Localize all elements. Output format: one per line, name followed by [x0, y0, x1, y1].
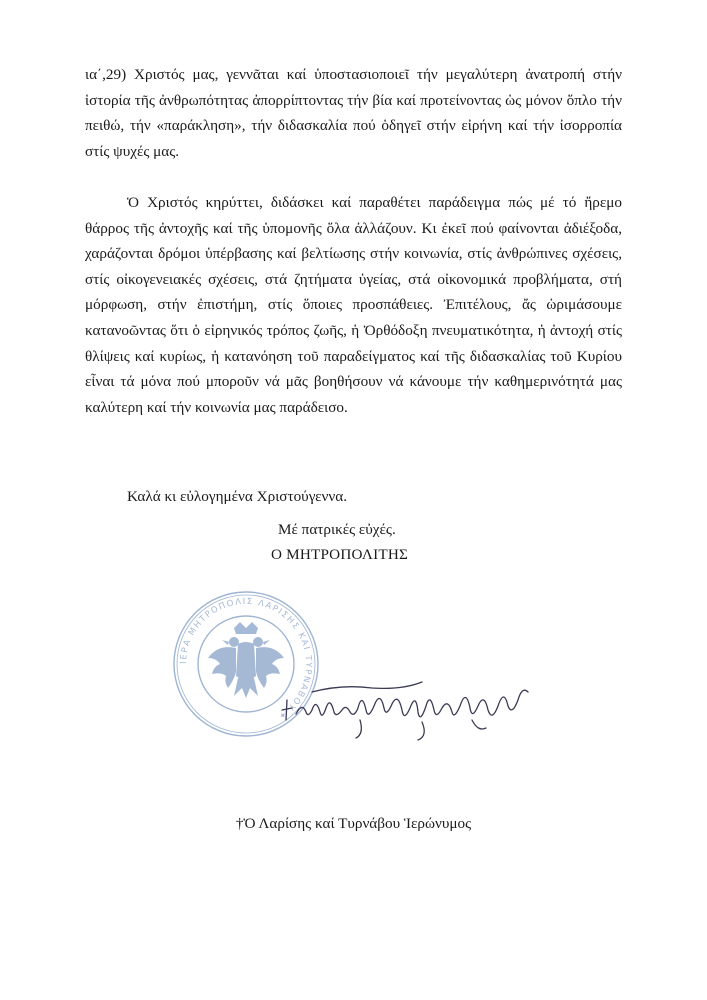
handwritten-signature-icon — [272, 662, 542, 742]
metropolitan-title: Ο ΜΗΤΡΟΠΟΛΙΤΗΣ — [271, 546, 409, 563]
paragraph-2: Ὁ Χριστός κηρύττει, διδάσκει καί παραθέτει παράδειγμα πώς μέ τό ἤρεμο θάρρος τῆς ἀντοχῆς καί τῆς ὑπομονῆς ὅλα ἀλλάζουν. Κι ἐκεῖ πού φαίνονται ἀδιέξοδα, χαράζονται δρόμοι ὑπέρβασης καί βελτίωσης στήν κοινωνία, στίς ἀνθρώπινες σχέσεις, στίς οἰκογενειακές σχέσεις, στά ζητήματα ὑγείας, στά οἰκονομικά προβλήματα, στή μόρφωση, στήν ἐπιστήμη, στίς ὅποιες προσπάθειες. Ἐπιτέλους, ἄς ὡριμάσουμε κατανοῶντας ὅτι ὁ εἰρηνικός τρόπος ζωῆς, ἡ Ὀρθόδοξη πνευματικότητα, ἡ ἀντοχή στίς θλίψεις καί κυρίως, ἡ κατανόηση τοῦ παραδείγματος καί τῆς διδασκαλίας τοῦ Κυρίου εἶναι τά μόνα πού μποροῦν νά μᾶς βοηθήσουν νά κάνουμε τήν καθημερινότητά μας καλύτερη καί τήν κοινωνία μας παράδεισο. — [85, 194, 622, 416]
paragraph-1: ια΄,29) Χριστός μας, γεννᾶται καί ὑποστασιοποιεῖ τήν μεγαλύτερη ἀνατροπή στήν ἱστορία τῆς ἀνθρωπότητας ἀπορρίπτοντας τήν βία καί προτείνοντας ὡς μόνον ὅπλο τήν πειθώ, τήν «παράκληση», τήν διδασκαλία πού ὁδηγεῖ στήν εἰρήνη καί τήν ἰσορροπία στίς ψυχές μας. — [85, 66, 622, 160]
paternal-wishes: Μέ πατρικές εὐχές. — [278, 521, 396, 538]
closing-greeting: Καλά κι εὐλογημένα Χριστούγεννα. — [127, 488, 348, 505]
signatory-name: †Ὁ Λαρίσης καί Τυρνάβου Ἱερώνυμος — [235, 815, 472, 832]
svg-text:ΙΕΡΑ ΜΗΤΡΟΠΟΛΙΣ ΛΑΡΙΣΗΣ ΚΑΙ ΤΥ: ΙΕΡΑ ΜΗΤΡΟΠΟΛΙΣ ΛΑΡΙΣΗΣ ΚΑΙ ΤΥΡΝΑΒΟΥ ✦ — [178, 596, 314, 722]
